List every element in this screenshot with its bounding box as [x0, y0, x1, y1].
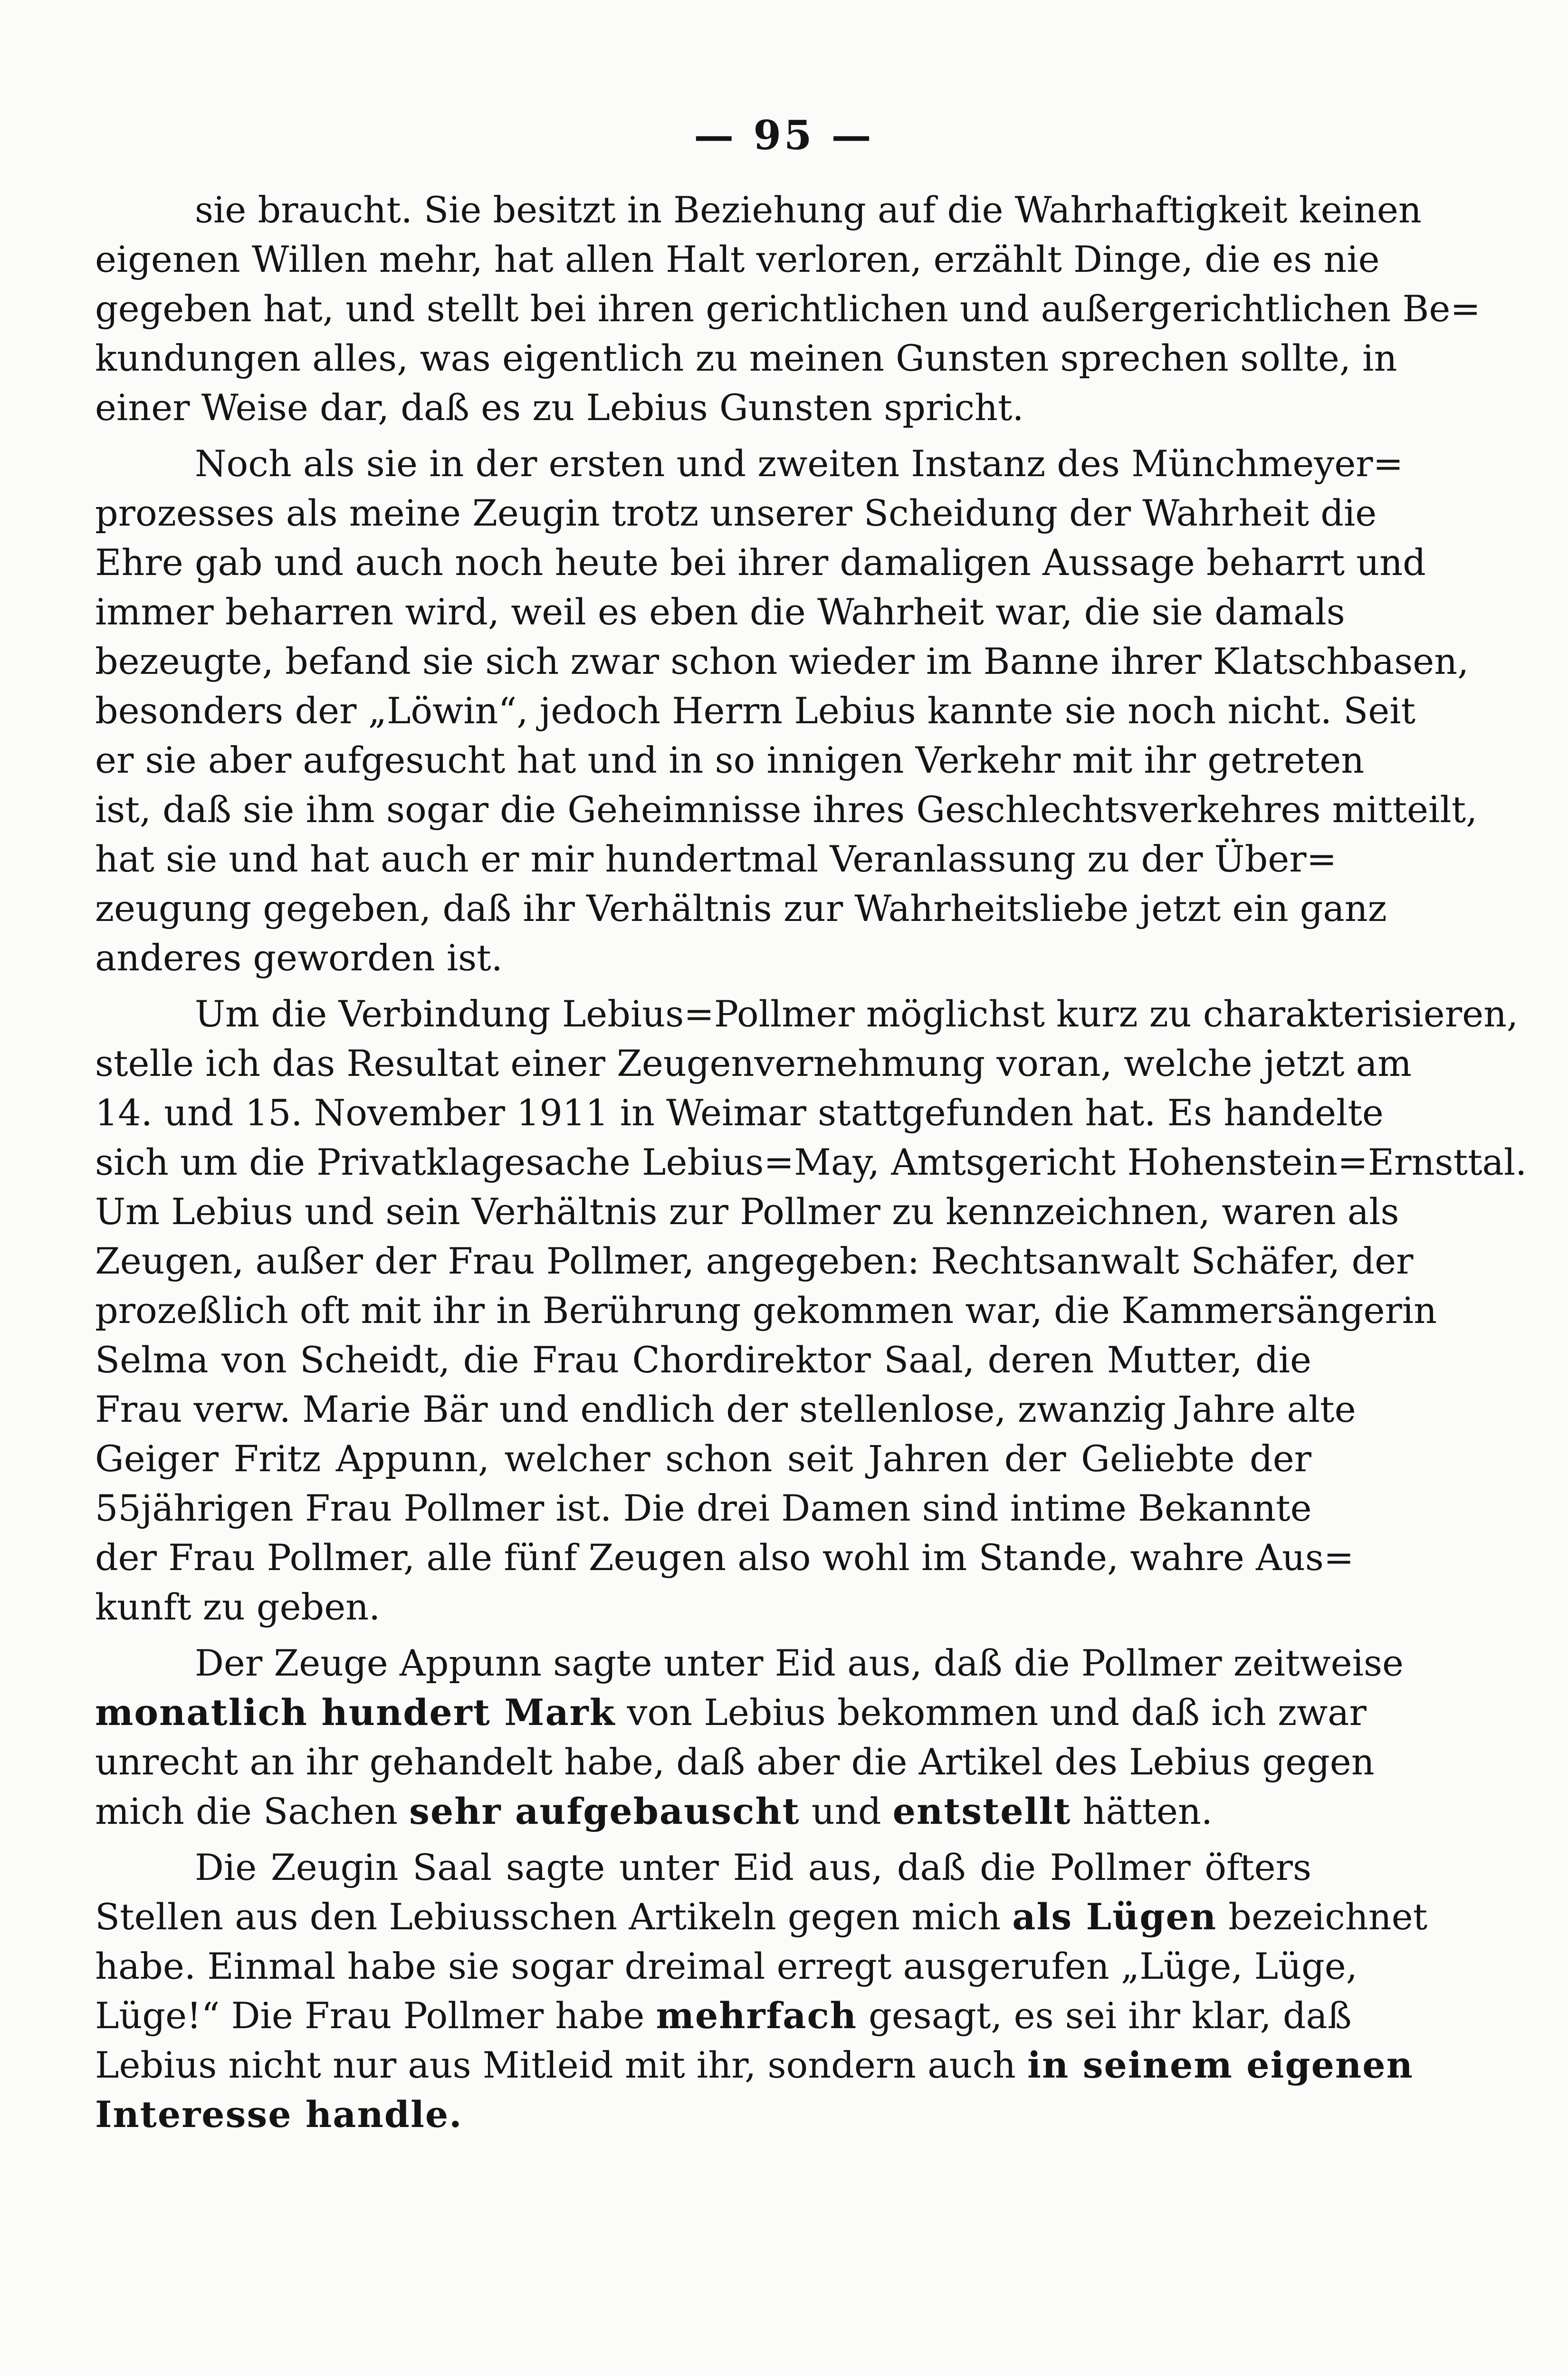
text-segment: Zeugen, außer der Frau Pollmer, angegeben: Rechtsanwalt Schäfer, der: [95, 1240, 1414, 1282]
paragraph-gap: [95, 432, 1311, 439]
text-line: [95, 1638, 1404, 1688]
text-segment: 14. und 15. November 1911 in Weimar stattgefunden hat. Es handelte: [95, 1092, 1384, 1134]
emphasized-text: entstellt: [892, 1790, 1071, 1832]
text-line: [95, 1335, 1311, 1385]
text-segment: sich um die Privatklagesache Lebius=May, Amtsgericht Hohenstein=Ernsttal.: [95, 1141, 1527, 1183]
text-line: [95, 587, 1345, 637]
text-segment: hat sie und hat auch er mir hundertmal Veranlassung zu der Über=: [95, 838, 1337, 880]
text-line: [95, 1484, 1311, 1533]
text-segment: Lebius nicht nur aus Mitleid mit ihr, sondern auch: [95, 2044, 1028, 2086]
text-line: [95, 383, 1311, 432]
page-number: — 95 —: [694, 112, 874, 159]
paragraph: [95, 185, 1481, 432]
emphasized-text: monatlich hundert Mark: [95, 1691, 616, 1734]
text-line: [95, 785, 1478, 834]
emphasized-text: als Lügen: [1012, 1896, 1217, 1938]
paragraph: [95, 1843, 1428, 2139]
text-line: [95, 1088, 1384, 1138]
text-line: [95, 2090, 1311, 2139]
text-line: [95, 1991, 1352, 2041]
text-segment: prozeßlich oft mit ihr in Berührung gekommen war, die Kammersängerin: [95, 1289, 1437, 1332]
text-line: [95, 1582, 1311, 1632]
text-line: [95, 933, 1311, 983]
emphasized-text: in seinem eigenen: [1027, 2044, 1414, 2086]
text-segment: zeugung gegeben, daß ihr Verhältnis zur Wahrheitsliebe jetzt ein ganz: [95, 887, 1387, 929]
text-segment: kundungen alles, was eigentlich zu meinen Gunsten sprechen sollte, in: [95, 337, 1397, 379]
text-segment: Lüge!“ Die Frau Pollmer habe: [95, 1994, 656, 2037]
text-segment: von Lebius bekommen und daß ich zwar: [615, 1691, 1367, 1734]
text-segment: bezeichnet: [1217, 1896, 1428, 1938]
text-segment: gesagt, es sei ihr klar, daß: [857, 1994, 1352, 2037]
text-line: [95, 2041, 1414, 2090]
text-line: [95, 284, 1481, 334]
text-line: [95, 1138, 1527, 1187]
text-line: [95, 334, 1397, 383]
text-line: [95, 1737, 1375, 1787]
paragraph-gap: [95, 1836, 1311, 1843]
text-line: [95, 884, 1387, 933]
text-segment: Noch als sie in der ersten und zweiten Instanz des Münchmeyer=: [195, 442, 1404, 485]
text-segment: sie braucht. Sie besitzt in Beziehung auf die Wahrhaftigkeit keinen: [195, 189, 1422, 231]
text-segment: Frau verw. Marie Bär und endlich der stellenlose, zwanzig Jahre alte: [95, 1388, 1356, 1430]
text-segment: Die Zeugin Saal sagte unter Eid aus, daß die Pollmer öfters: [195, 1846, 1311, 1888]
text-segment: gegeben hat, und stellt bei ihren gerichtlichen und außergerichtlichen Be=: [95, 287, 1481, 330]
text-line: [95, 439, 1404, 489]
text-segment: er sie aber aufgesucht hat und in so innigen Verkehr mit ihr getreten: [95, 739, 1365, 781]
text-line: [95, 185, 1422, 235]
text-segment: eigenen Willen mehr, hat allen Halt verloren, erzählt Dinge, die es nie: [95, 238, 1380, 280]
text-line: [95, 1236, 1414, 1286]
text-segment: habe. Einmal habe sie sogar dreimal erregt ausgerufen „Lüge, Lüge,: [95, 1945, 1358, 1987]
text-segment: Um die Verbindung Lebius=Pollmer möglichst kurz zu charakterisieren,: [195, 993, 1519, 1035]
text-line: [95, 989, 1519, 1039]
text-segment: kunft zu geben.: [95, 1586, 381, 1628]
text-line: [95, 1843, 1311, 1892]
text-segment: ist, daß sie ihm sogar die Geheimnisse ihres Geschlechtsverkehres mitteilt,: [95, 788, 1478, 831]
text-segment: unrecht an ihr gehandelt habe, daß aber die Artikel des Lebius gegen: [95, 1741, 1375, 1783]
text-line: [95, 1892, 1428, 1942]
paragraph: [95, 1638, 1404, 1836]
text-line: [95, 1434, 1311, 1484]
text-line: [95, 1942, 1358, 1991]
text-segment: stelle ich das Resultat einer Zeugenvernehmung voran, welche jetzt am: [95, 1042, 1412, 1084]
text-segment: bezeugte, befand sie sich zwar schon wieder im Banne ihrer Klatschbasen,: [95, 640, 1469, 682]
paragraph: [95, 439, 1478, 983]
text-segment: 55jährigen Frau Pollmer ist. Die drei Damen sind intime Bekannte: [95, 1487, 1312, 1529]
paragraph-gap: [95, 983, 1311, 989]
text-line: [95, 1286, 1437, 1335]
text-segment: anderes geworden ist.: [95, 937, 503, 979]
text-line: [95, 637, 1469, 686]
text-line: [95, 834, 1337, 884]
text-line: [95, 1787, 1311, 1836]
text-segment: der Frau Pollmer, alle fünf Zeugen also wohl im Stande, wahre Aus=: [95, 1536, 1354, 1579]
text-segment: hätten.: [1071, 1790, 1213, 1832]
text-segment: immer beharren wird, weil es eben die Wahrheit war, die sie damals: [95, 591, 1345, 633]
text-segment: einer Weise dar, daß es zu Lebius Gunsten spricht.: [95, 386, 1024, 429]
text-segment: prozesses als meine Zeugin trotz unserer Scheidung der Wahrheit die: [95, 492, 1377, 534]
paragraph: [95, 989, 1527, 1632]
text-line: [95, 1385, 1356, 1434]
text-segment: und: [800, 1790, 893, 1832]
emphasized-text: Interesse handle.: [95, 2093, 463, 2136]
text-segment: mich die Sachen: [95, 1790, 410, 1832]
text-segment: Der Zeuge Appunn sagte unter Eid aus, daß die Pollmer zeitweise: [195, 1642, 1404, 1684]
text-segment: Selma von Scheidt, die Frau Chordirektor Saal, deren Mutter, die: [95, 1339, 1311, 1381]
text-line: [95, 1039, 1412, 1088]
text-segment: Um Lebius und sein Verhältnis zur Pollmer zu kennzeichnen, waren als: [95, 1190, 1399, 1233]
text-segment: Stellen aus den Lebiusschen Artikeln gegen mich: [95, 1896, 1013, 1938]
text-body: [95, 185, 1527, 2139]
text-line: [95, 736, 1365, 785]
text-line: [95, 235, 1380, 284]
text-line: [95, 1533, 1354, 1582]
text-segment: Ehre gab und auch noch heute bei ihrer damaligen Aussage beharrt und: [95, 541, 1426, 584]
text-line: [95, 1187, 1399, 1236]
text-line: [95, 489, 1377, 538]
emphasized-text: sehr aufgebauscht: [409, 1790, 800, 1832]
text-line: [95, 1688, 1367, 1737]
paragraph-gap: [95, 1632, 1311, 1638]
text-segment: besonders der „Löwin“, jedoch Herrn Lebius kannte sie noch nicht. Seit: [95, 690, 1416, 732]
text-segment: Geiger Fritz Appunn, welcher schon seit Jahren der Geliebte der: [95, 1437, 1311, 1480]
emphasized-text: mehrfach: [656, 1994, 857, 2037]
text-line: [95, 538, 1426, 587]
text-line: [95, 686, 1416, 736]
